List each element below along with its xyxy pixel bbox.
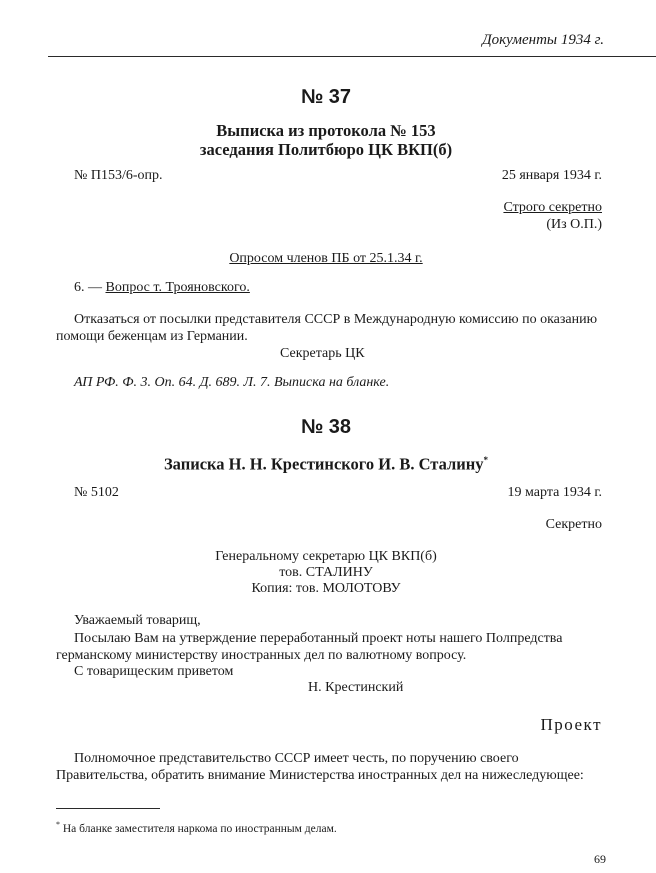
doc37-secrecy: Строго секретно: [503, 200, 602, 215]
doc37-signature: Секретарь ЦК: [280, 346, 365, 361]
doc38-title-text: Записка Н. Н. Крестинского И. В. Сталину: [163, 454, 484, 474]
doc38-signature: Н. Крестинский: [308, 680, 404, 695]
doc38-addressee-line1: Генеральному секретарю ЦК ВКП(б): [215, 549, 437, 564]
doc38-date: 19 марта 1934 г.: [507, 485, 602, 500]
footnote-mark: *: [56, 820, 60, 829]
doc37-source-note: (Из О.П.): [546, 217, 602, 232]
doc37-item: [74, 280, 250, 296]
doc38-closing: С товарищеским приветом: [74, 664, 234, 679]
doc37-archive: АП РФ. Ф. 3. Оп. 64. Д. 689. Л. 7. Выписка на бланке.: [74, 375, 390, 390]
doc38-title: [48, 451, 604, 474]
doc38-greeting: Уважаемый товарищ,: [74, 613, 201, 628]
footnote: [56, 820, 337, 835]
doc38-body: Посылаю Вам на утверждение переработанный проект ноты нашего Полпредства германскому министерству иностранных дел по валютному вопросу.: [56, 631, 563, 663]
doc37-title-line2: заседания Политбюро ЦК ВКП(б): [199, 140, 453, 159]
doc37-decision: Отказаться от посылки представителя СССР в Международную комиссию по оказанию помощи беженцам из Германии.: [56, 312, 598, 344]
header-rule: [48, 56, 656, 57]
running-header: Документы 1934 г.: [482, 32, 604, 48]
doc37-number: № 37: [300, 86, 352, 108]
footnote-text: На бланке заместителя наркома по иностранным делам.: [62, 822, 337, 835]
doc37-item-prefix: 6. —: [74, 280, 102, 295]
doc37-poll: Опросом членов ПБ от 25.1.34 г.: [229, 251, 423, 266]
doc38-copy-line: Копия: тов. МОЛОТОВУ: [251, 581, 401, 596]
doc38-footnote-mark: *: [483, 455, 489, 465]
doc37-date: 25 января 1934 г.: [501, 168, 602, 183]
doc38-draft-text: Полномочное представительство СССР имеет честь, по поручению своего Правительства, обратить внимание Министерства иностранных дел на нижеследующее:: [56, 751, 584, 783]
doc38-number: № 38: [300, 416, 352, 438]
doc37-title-line1: Выписка из протокола № 153: [216, 121, 436, 140]
doc38-secrecy: Секретно: [545, 517, 602, 532]
footnote-rule: [56, 808, 160, 809]
doc38-addressee-line2: тов. СТАЛИНУ: [279, 565, 373, 580]
doc37-ref: № П153/6-опр.: [74, 168, 163, 183]
doc38-draft-heading: Проект: [540, 715, 602, 734]
page-number: 69: [594, 852, 606, 866]
doc38-ref: № 5102: [74, 485, 119, 500]
doc37-item-text: Вопрос т. Трояновского.: [105, 280, 250, 295]
